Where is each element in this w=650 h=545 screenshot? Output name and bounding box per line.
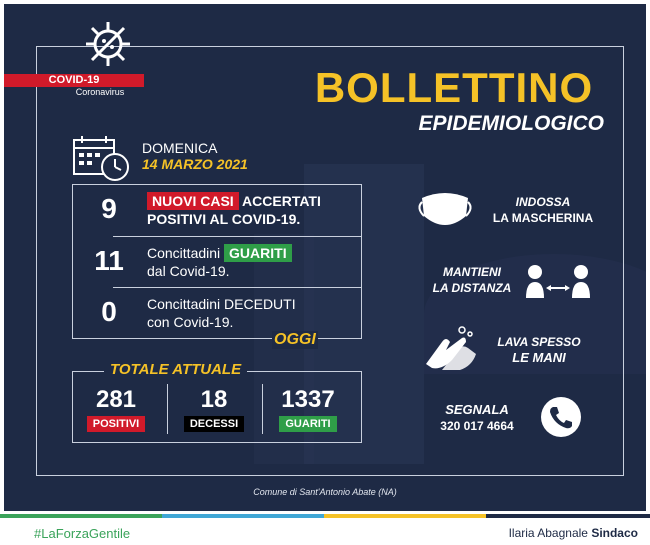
totals-divider [167,384,168,434]
distance-line1: MANTIENI [443,265,501,279]
new-cases-row [73,185,361,236]
totals-divider [262,384,263,434]
social-distance-icon [524,262,592,300]
deceased-number: 0 [101,296,117,327]
mask-icon [416,188,474,232]
covid-badge-sub: Coronavirus [75,87,125,97]
hands-line1: LAVA SPESSO [497,335,581,349]
total-deaths-value: 18 [200,386,228,413]
calendar-clock-icon [72,134,132,182]
deceased-prefix: Concittadini DECEDUTI [147,296,296,312]
color-strip-yellow [324,514,486,518]
mask-line1: INDOSSA [515,195,571,209]
signature-role: Sindaco [591,526,638,540]
new-cases-text [147,192,321,228]
covid-badge: COVID-19 [4,74,144,87]
report-line1: SEGNALA [445,402,509,417]
date-full: 14 MARZO 2021 [142,156,248,172]
total-positive-value: 281 [95,386,137,413]
mask-line2: LA MASCHERINA [492,211,594,225]
recovered-row [73,237,361,288]
deceased-row [73,288,361,339]
date-day: DOMENICA [142,140,218,156]
recovered-number: 11 [94,245,124,276]
distance-advice [424,264,520,296]
virus-icon [84,20,132,68]
recovered-text [147,244,292,280]
deceased-text [147,295,296,331]
signature [509,526,638,540]
color-strip-blue [162,514,324,518]
new-cases-number: 9 [101,193,117,224]
hands-line2: LE MANI [512,350,566,365]
distance-line2: LA DISTANZA [432,281,512,295]
today-label: OGGI [274,331,316,348]
total-positive-badge: POSITIVI [87,416,145,432]
footer-credit: Comune di Sant'Antonio Abate (NA) [253,487,397,497]
daily-stats-box [72,184,362,339]
total-deaths-badge: DECESSI [184,416,244,432]
total-recovered-badge: GUARITI [279,416,336,432]
report-phone: 320 017 4664 [440,419,514,433]
signature-name: Ilaria Abagnale [508,526,588,540]
new-cases-suffix: ACCERTATI [238,193,321,209]
color-strip-green [0,514,162,518]
color-strip-navy [486,514,650,518]
recovered-badge: GUARITI [224,244,292,262]
total-deaths [176,386,252,432]
total-recovered-value: 1337 [281,386,335,413]
hand-wash-icon [422,324,480,372]
bulletin-title: BOLLETTINO [314,64,594,111]
report-advice [422,402,532,434]
totals-label: TOTALE ATTUALE [104,361,247,378]
deceased-line2: con Covid-19. [147,314,234,330]
phone-icon [540,396,582,438]
new-cases-line2: POSITIVI AL COVID-19. [147,211,301,227]
total-positive [78,386,154,432]
mask-advice [478,194,608,226]
recovered-prefix: Concittadini [147,245,225,261]
bulletin-subtitle: EPIDEMIOLOGICO [418,112,604,135]
hashtag: #LaForzaGentile [34,526,131,541]
new-cases-badge: NUOVI CASI [147,192,239,210]
recovered-line2: dal Covid-19. [147,263,230,279]
hands-advice [484,334,594,366]
total-recovered [270,386,346,432]
